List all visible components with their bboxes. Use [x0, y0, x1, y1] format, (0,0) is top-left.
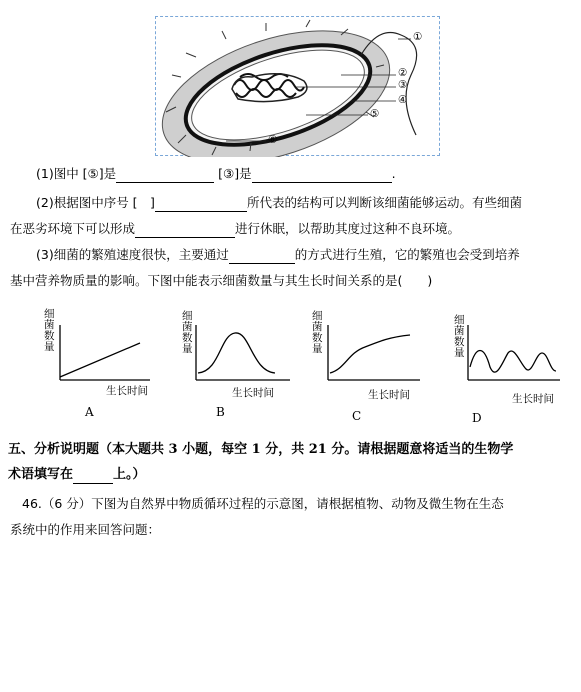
q2-blank-b[interactable] — [135, 223, 235, 238]
question-2-line-2 — [10, 220, 575, 238]
section-5-text-b: 上。） — [113, 467, 146, 482]
q1-label-a: (1)图中 [⑤]是 — [36, 166, 117, 181]
q2-text-d: 进行休眠，以帮助其度过这种不良环境。 — [235, 221, 461, 236]
callout-3: ③ — [398, 79, 408, 91]
graph-d — [450, 305, 570, 425]
question-46-line-2 — [10, 521, 575, 539]
q1-blank-b[interactable] — [252, 168, 392, 183]
q2-text-a: (2)根据图中序号 [ ] — [36, 195, 155, 210]
section-5-heading-line-2 — [8, 466, 573, 484]
q2-blank-a[interactable] — [155, 197, 247, 212]
graph-a-label: A — [85, 405, 94, 419]
graph-a-xlabel: 生长时间 — [106, 385, 148, 397]
graph-a-ylabel: 细菌数量 — [44, 308, 55, 353]
q2-text-c: 在恶劣环境下可以形成 — [10, 221, 136, 236]
graph-b — [180, 305, 300, 425]
graph-b-ylabel: 细菌数量 — [182, 310, 193, 355]
q3-blank[interactable] — [229, 249, 295, 264]
section-5-line-1: 五、分析说明题（本大题共 3 小题，每空 1 分，共 21 分。请根据题意将适当的生物学 — [8, 442, 514, 457]
question-3-line-2 — [10, 272, 575, 290]
q1-end: . — [391, 166, 396, 181]
question-1 — [36, 165, 581, 183]
graph-c-label: C — [352, 409, 362, 423]
graph-c-ylabel: 细菌数量 — [312, 310, 323, 355]
graph-d-ylabel: 细菌数量 — [454, 314, 465, 359]
callout-6: ⑥ — [268, 134, 278, 146]
question-3-line-1 — [36, 246, 581, 264]
callout-5: ⑤ — [370, 108, 380, 120]
q1-blank-a[interactable] — [116, 168, 214, 183]
q3-text-a: (3)细菌的繁殖速度很快，主要通过 — [36, 247, 229, 262]
callout-2: ② — [398, 67, 408, 79]
question-2-line-1 — [36, 194, 581, 212]
q46-text-1: 46.（6 分）下图为自然界中物质循环过程的示意图，请根据植物、动物及微生物在生态 — [22, 496, 504, 511]
graph-d-label: D — [472, 411, 482, 425]
section-5-text-a: 术语填写在 — [8, 467, 74, 482]
graph-c-xlabel: 生长时间 — [368, 389, 410, 401]
section-5-blank — [73, 469, 113, 484]
bacterium-figure — [155, 16, 440, 156]
graph-d-xlabel: 生长时间 — [512, 393, 554, 405]
callout-4: ④ — [398, 94, 408, 106]
q3-text-b: 的方式进行生殖，它的繁殖也会受到培养 — [294, 247, 520, 262]
graph-a — [40, 305, 160, 425]
callout-1: ① — [413, 31, 423, 43]
graph-b-label: B — [216, 405, 225, 419]
q1-label-b: [③]是 — [218, 166, 252, 181]
graph-c — [310, 305, 430, 425]
section-5-heading — [8, 441, 573, 459]
question-46-line-1 — [22, 495, 581, 513]
graph-b-xlabel: 生长时间 — [232, 387, 274, 399]
q2-text-b: 所代表的结构可以判断该细菌能够运动。有些细菌 — [246, 195, 522, 210]
q3-text-c: 基中营养物质量的影响。下图中能表示细菌数量与其生长时间关系的是( ) — [10, 273, 433, 288]
q46-text-2: 系统中的作用来回答问题： — [10, 522, 161, 537]
